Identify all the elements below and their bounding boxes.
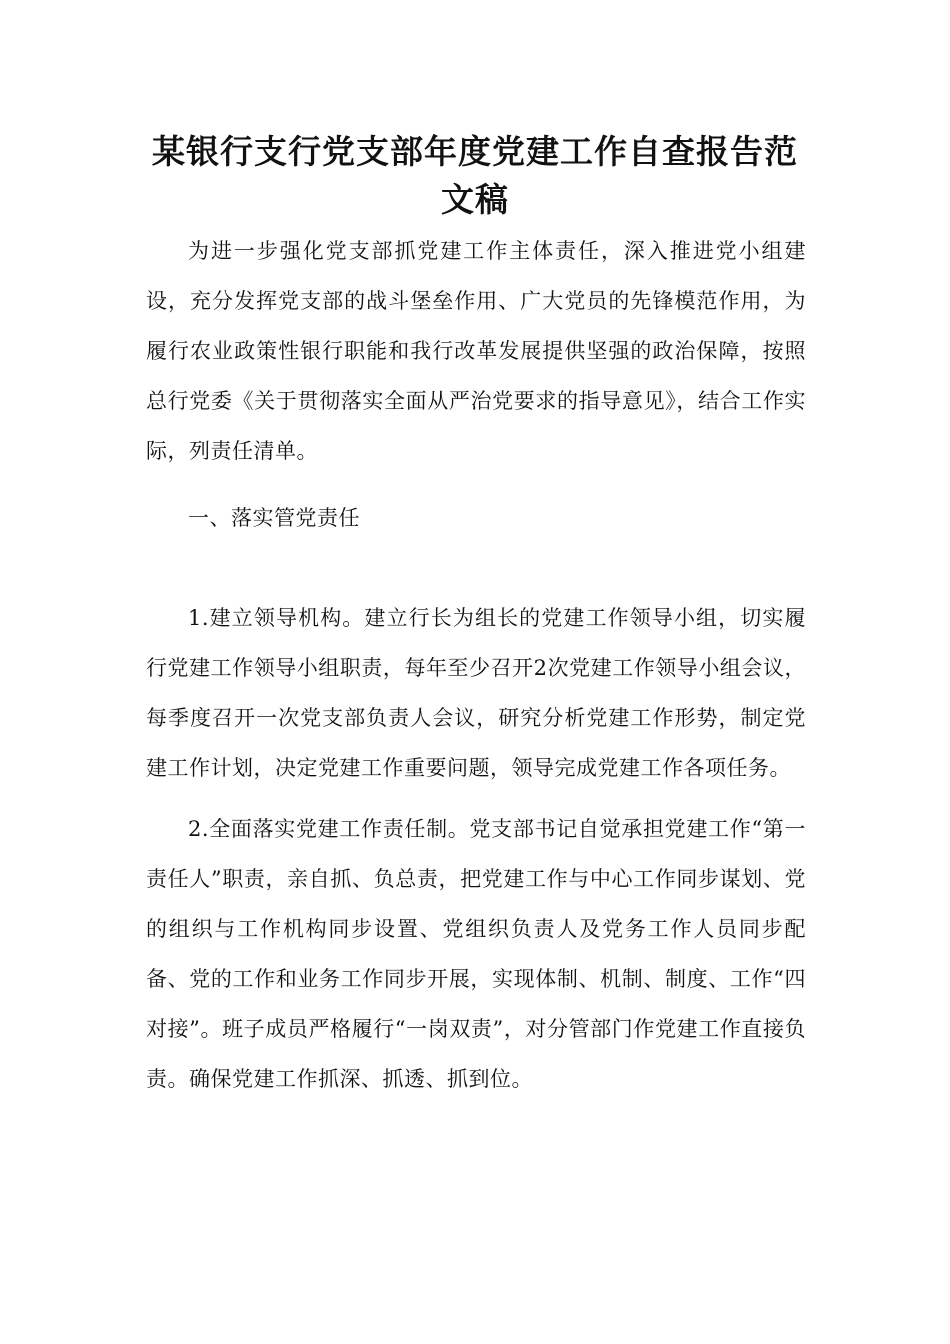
- section-heading: 一、落实管党责任: [188, 506, 360, 530]
- item-paragraph-2: 2.全面落实党建工作责任制。党支部书记自觉承担党建工作“第一责任人”职责，亲自抓、负总责，把党建工作与中心工作同步谋划、党的组织与工作机构同步设置、党组织负责人及党务工作人员同步配备、党的工作和业务工作同步开展，实现体制、机制、制度、工作“四对接”。班子成员严格履行“一岗双责”，对分管部门作党建工作直接负责。确保党建工作抓深、抓透、抓到位。: [146, 817, 806, 1091]
- intro-paragraph: 为进一步强化党支部抓党建工作主体责任，深入推进党小组建设，充分发挥党支部的战斗堡垒作用、广大党员的先锋模范作用，为履行农业政策性银行职能和我行改革发展提供坚强的政治保障，按照总行党委《关于贯彻落实全面从严治党要求的指导意见》，结合工作实际，列责任清单。: [146, 239, 806, 463]
- document-title: 某银行支行党支部年度党建工作自查报告范文稿: [152, 132, 798, 219]
- item-paragraph-1: 1.建立领导机构。建立行长为组长的党建工作领导小组，切实履行党建工作领导小组职责，每年至少召开2次党建工作领导小组会议，每季度召开一次党支部负责人会议，研究分析党建工作形势，制定党建工作计划，决定党建工作重要问题，领导完成党建工作各项任务。: [146, 606, 806, 780]
